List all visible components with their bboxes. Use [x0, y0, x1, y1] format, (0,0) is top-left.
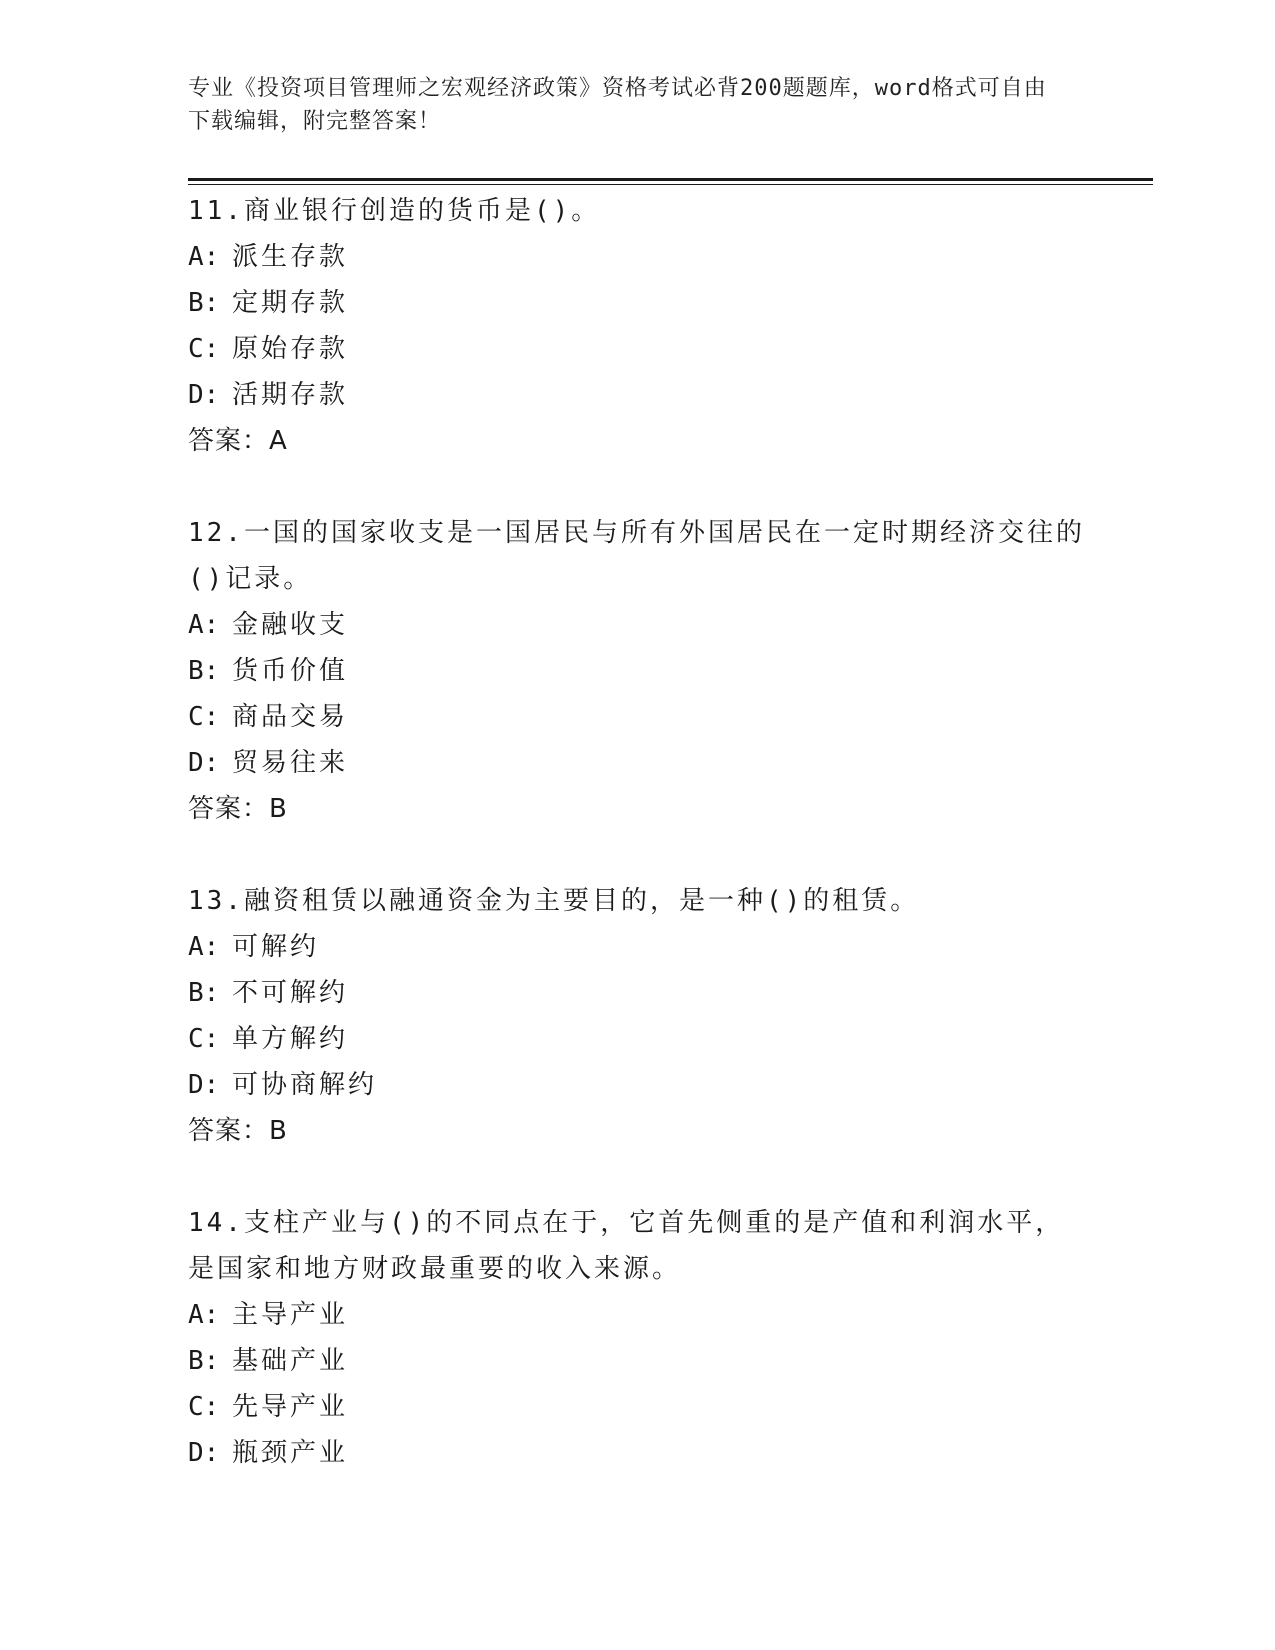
option-letter: D:: [188, 1070, 220, 1100]
question-number: 13.: [188, 886, 244, 916]
question-stem: [188, 1200, 1088, 1292]
answer-line: 答案：A: [188, 426, 288, 456]
option-c: [188, 694, 1088, 740]
option-text: 货币价值: [232, 656, 349, 686]
option-text: 可解约: [232, 932, 320, 962]
option-a: [188, 924, 1088, 970]
option-letter: C:: [188, 334, 220, 364]
question-number: 11.: [188, 196, 244, 226]
question-list: [188, 188, 1088, 1522]
option-c: [188, 1384, 1088, 1430]
option-letter: A:: [188, 1300, 220, 1330]
document-header: 专业《投资项目管理师之宏观经济政策》资格考试必背200题题库，word格式可自由下载编辑，附完整答案！: [188, 76, 1047, 134]
option-letter: C:: [188, 1392, 220, 1422]
option-text: 原始存款: [232, 334, 349, 364]
option-d: [188, 372, 1088, 418]
header-divider-thick: [188, 178, 1153, 181]
question-text: 融资租赁以融通资金为主要目的，是一种()的租赁。: [243, 886, 920, 916]
option-letter: B:: [188, 1346, 220, 1376]
option-letter: A:: [188, 932, 220, 962]
option-c: [188, 1016, 1088, 1062]
answer-line: 答案：B: [188, 1116, 288, 1146]
option-letter: B:: [188, 978, 220, 1008]
option-d: [188, 1062, 1088, 1108]
option-b: [188, 648, 1088, 694]
option-letter: D:: [188, 748, 220, 778]
option-text: 主导产业: [232, 1300, 349, 1330]
option-text: 定期存款: [232, 288, 349, 318]
option-text: 可协商解约: [232, 1070, 378, 1100]
option-text: 金融收支: [232, 610, 349, 640]
option-text: 商品交易: [232, 702, 349, 732]
option-b: [188, 1338, 1088, 1384]
question-11: [188, 188, 1088, 464]
option-letter: D:: [188, 380, 220, 410]
option-letter: C:: [188, 702, 220, 732]
option-text: 派生存款: [232, 242, 349, 272]
question-number: 14.: [188, 1208, 244, 1238]
option-d: [188, 1430, 1088, 1476]
option-c: [188, 326, 1088, 372]
option-text: 先导产业: [232, 1392, 349, 1422]
option-letter: B:: [188, 656, 220, 686]
question-13: [188, 878, 1088, 1154]
option-letter: B:: [188, 288, 220, 318]
option-text: 基础产业: [232, 1346, 349, 1376]
option-a: [188, 234, 1088, 280]
question-14: [188, 1200, 1088, 1476]
question-stem: [188, 878, 1088, 924]
option-a: [188, 602, 1088, 648]
question-12: [188, 510, 1088, 832]
question-text: 支柱产业与()的不同点在于，它首先侧重的是产值和利润水平，是国家和地方财政最重要的收入来源。: [188, 1208, 1065, 1284]
question-stem: [188, 188, 1088, 234]
option-letter: D:: [188, 1438, 220, 1468]
option-text: 活期存款: [232, 380, 349, 410]
answer-line: 答案：B: [188, 794, 288, 824]
header-divider-thin: [188, 184, 1153, 185]
option-a: [188, 1292, 1088, 1338]
option-letter: C:: [188, 1024, 220, 1054]
option-d: [188, 740, 1088, 786]
option-text: 不可解约: [232, 978, 349, 1008]
option-b: [188, 280, 1088, 326]
option-letter: A:: [188, 610, 220, 640]
question-text: 商业银行创造的货币是()。: [243, 196, 601, 226]
option-letter: A:: [188, 242, 220, 272]
option-text: 瓶颈产业: [232, 1438, 349, 1468]
option-text: 单方解约: [232, 1024, 349, 1054]
option-b: [188, 970, 1088, 1016]
option-text: 贸易往来: [232, 748, 349, 778]
question-stem: [188, 510, 1088, 602]
question-text: 一国的国家收支是一国居民与所有外国居民在一定时期经济交往的()记录。: [188, 518, 1085, 594]
question-number: 12.: [188, 518, 244, 548]
